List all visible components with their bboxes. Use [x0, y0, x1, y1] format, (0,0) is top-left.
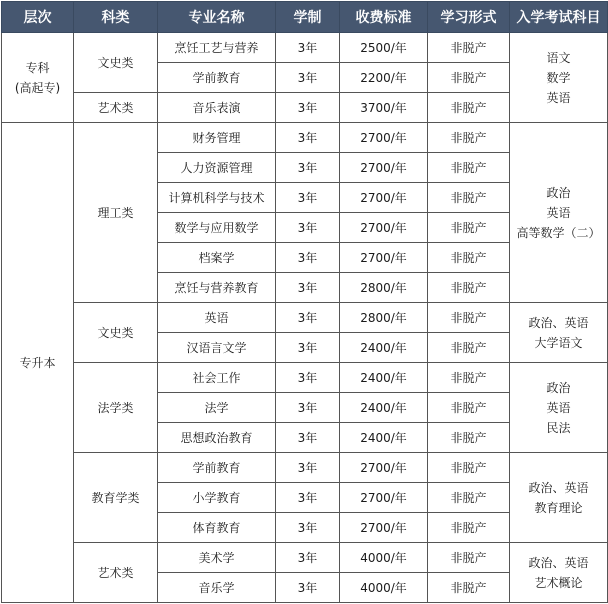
fee-cell: 2400/年: [340, 393, 428, 423]
category-cell: 文史类: [74, 33, 158, 93]
years-cell: 3年: [276, 243, 340, 273]
exam-subjects-cell: [510, 453, 608, 543]
years-cell: 3年: [276, 123, 340, 153]
header-years: 学制: [276, 2, 340, 33]
exam-subject: 数学: [546, 70, 571, 85]
exam-subjects-cell: [510, 33, 608, 123]
fee-cell: 2800/年: [340, 303, 428, 333]
header-category: 科类: [74, 2, 158, 33]
years-cell: 3年: [276, 303, 340, 333]
table-row: [2, 363, 608, 393]
category-cell: 文史类: [74, 303, 158, 363]
mode-cell: 非脱产: [428, 483, 510, 513]
major-name: 汉语言文学: [158, 333, 276, 363]
exam-subjects-cell: [510, 303, 608, 363]
mode-cell: 非脱产: [428, 363, 510, 393]
mode-cell: 非脱产: [428, 153, 510, 183]
major-name: 社会工作: [158, 363, 276, 393]
exam-subject: 政治、英语: [528, 555, 589, 570]
fee-cell: 2200/年: [340, 63, 428, 93]
major-name: 思想政治教育: [158, 423, 276, 453]
years-cell: 3年: [276, 93, 340, 123]
years-cell: 3年: [276, 33, 340, 63]
major-name: 学前教育: [158, 63, 276, 93]
mode-cell: 非脱产: [428, 303, 510, 333]
fee-cell: 2700/年: [340, 513, 428, 543]
category-cell: 理工类: [74, 123, 158, 303]
mode-cell: 非脱产: [428, 393, 510, 423]
major-name: 财务管理: [158, 123, 276, 153]
exam-subject: 政治、英语: [528, 480, 589, 495]
table-row: [2, 543, 608, 573]
years-cell: 3年: [276, 543, 340, 573]
fee-cell: 2400/年: [340, 363, 428, 393]
major-name: 烹饪工艺与营养: [158, 33, 276, 63]
major-name: 美术学: [158, 543, 276, 573]
header-study-mode: 学习形式: [428, 2, 510, 33]
mode-cell: 非脱产: [428, 243, 510, 273]
years-cell: 3年: [276, 363, 340, 393]
fee-cell: 2700/年: [340, 123, 428, 153]
major-name: 英语: [158, 303, 276, 333]
exam-subject: 大学语文: [534, 335, 583, 350]
fee-cell: 4000/年: [340, 573, 428, 603]
years-cell: 3年: [276, 483, 340, 513]
fee-cell: 2400/年: [340, 423, 428, 453]
fee-cell: 2700/年: [340, 243, 428, 273]
fee-cell: 2700/年: [340, 213, 428, 243]
exam-subjects-cell: [510, 543, 608, 603]
major-name: 人力资源管理: [158, 153, 276, 183]
major-name: 法学: [158, 393, 276, 423]
exam-subjects-cell: [510, 123, 608, 303]
years-cell: 3年: [276, 453, 340, 483]
mode-cell: 非脱产: [428, 513, 510, 543]
major-name: 音乐表演: [158, 93, 276, 123]
table-row: [2, 123, 608, 153]
exam-subject: 语文: [546, 50, 571, 65]
mode-cell: 非脱产: [428, 93, 510, 123]
major-name: 档案学: [158, 243, 276, 273]
major-name: 数学与应用数学: [158, 213, 276, 243]
header-fee: 收费标准: [340, 2, 428, 33]
mode-cell: 非脱产: [428, 123, 510, 153]
exam-subject: 教育理论: [534, 500, 583, 515]
years-cell: 3年: [276, 213, 340, 243]
major-name: 体育教育: [158, 513, 276, 543]
mode-cell: 非脱产: [428, 573, 510, 603]
mode-cell: 非脱产: [428, 183, 510, 213]
exam-subject: 政治: [546, 185, 571, 200]
fee-cell: 2700/年: [340, 183, 428, 213]
mode-cell: 非脱产: [428, 213, 510, 243]
fee-cell: 2500/年: [340, 33, 428, 63]
level-cell: 专升本: [2, 123, 74, 603]
fee-cell: 3700/年: [340, 93, 428, 123]
mode-cell: 非脱产: [428, 423, 510, 453]
major-name: 计算机科学与技术: [158, 183, 276, 213]
exam-subject: 政治、英语: [528, 315, 589, 330]
fee-cell: 2800/年: [340, 273, 428, 303]
level-cell: [2, 33, 74, 123]
mode-cell: 非脱产: [428, 543, 510, 573]
category-cell: 法学类: [74, 363, 158, 453]
years-cell: 3年: [276, 333, 340, 363]
fee-cell: 2700/年: [340, 453, 428, 483]
major-name: 烹饪与营养教育: [158, 273, 276, 303]
table-row: [2, 453, 608, 483]
table-row: [2, 33, 608, 63]
major-name: 音乐学: [158, 573, 276, 603]
years-cell: 3年: [276, 153, 340, 183]
mode-cell: 非脱产: [428, 453, 510, 483]
level-subname: (高起专): [14, 80, 61, 95]
years-cell: 3年: [276, 273, 340, 303]
exam-subject: 英语: [546, 90, 571, 105]
table-row: [2, 303, 608, 333]
mode-cell: 非脱产: [428, 273, 510, 303]
major-name: 学前教育: [158, 453, 276, 483]
exam-subject: 英语: [546, 400, 571, 415]
years-cell: 3年: [276, 423, 340, 453]
exam-subjects-cell: [510, 363, 608, 453]
mode-cell: 非脱产: [428, 33, 510, 63]
exam-subject: 高等数学（二）: [516, 225, 601, 240]
exam-subject: 民法: [546, 420, 571, 435]
category-cell: 艺术类: [74, 93, 158, 123]
years-cell: 3年: [276, 513, 340, 543]
mode-cell: 非脱产: [428, 63, 510, 93]
category-cell: 艺术类: [74, 543, 158, 603]
category-cell: 教育学类: [74, 453, 158, 543]
enrollment-table: [1, 1, 608, 603]
mode-cell: 非脱产: [428, 333, 510, 363]
years-cell: 3年: [276, 393, 340, 423]
years-cell: 3年: [276, 183, 340, 213]
exam-subject: 政治: [546, 380, 571, 395]
level-name: 专科: [25, 60, 50, 75]
fee-cell: 4000/年: [340, 543, 428, 573]
major-name: 小学教育: [158, 483, 276, 513]
header-exam-subjects: 入学考试科目: [510, 2, 608, 33]
header-row: [2, 2, 608, 33]
years-cell: 3年: [276, 573, 340, 603]
fee-cell: 2700/年: [340, 483, 428, 513]
header-level: 层次: [2, 2, 74, 33]
exam-subject: 英语: [546, 205, 571, 220]
header-major: 专业名称: [158, 2, 276, 33]
fee-cell: 2400/年: [340, 333, 428, 363]
years-cell: 3年: [276, 63, 340, 93]
fee-cell: 2700/年: [340, 153, 428, 183]
exam-subject: 艺术概论: [534, 575, 583, 590]
